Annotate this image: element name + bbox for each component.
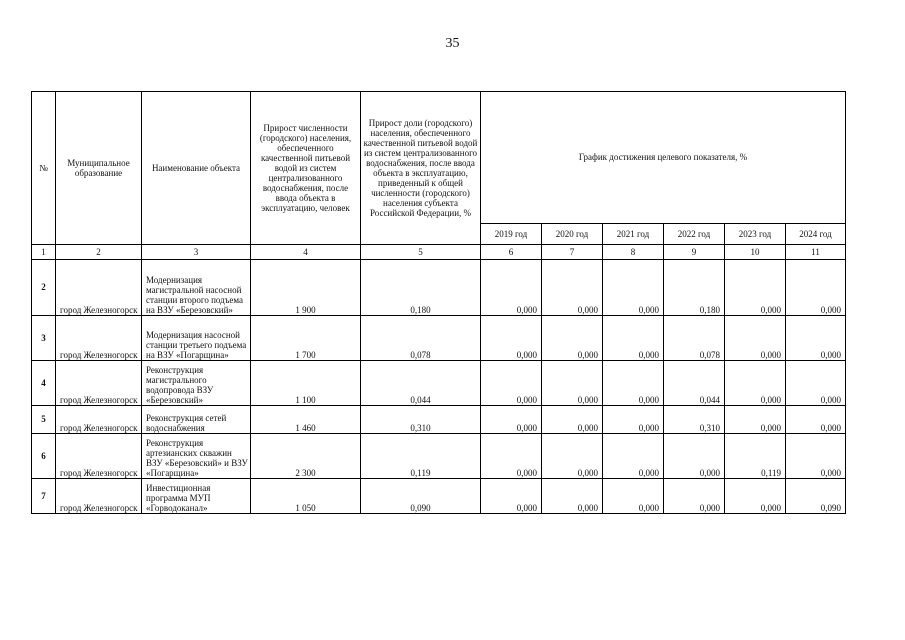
row-year-value: 0,000 — [664, 479, 725, 514]
row-year-value: 0,180 — [664, 260, 725, 316]
header-year: 2020 год — [542, 224, 603, 245]
row-population-growth: 2 300 — [251, 434, 361, 479]
row-number: 2 — [32, 260, 56, 316]
row-number: 5 — [32, 406, 56, 434]
row-year-value: 0,000 — [725, 260, 786, 316]
row-object-name: Модернизация магистральной насосной станции второго подъема на ВЗУ «Березовский» — [142, 260, 251, 316]
table-row — [32, 361, 846, 406]
column-number: 9 — [664, 245, 725, 260]
column-number: 5 — [361, 245, 481, 260]
row-year-value: 0,000 — [481, 479, 542, 514]
row-population-growth: 1 700 — [251, 316, 361, 361]
row-number: 3 — [32, 316, 56, 361]
row-object-name: Реконструкция магистрального водопровода ВЗУ «Березовский» — [142, 361, 251, 406]
row-object-name: Реконструкция артезианских скважин ВЗУ «Березовский» и ВЗУ «Погарщина» — [142, 434, 251, 479]
header-year: 2019 год — [481, 224, 542, 245]
row-municipality: город Железногорск — [56, 260, 142, 316]
header-municipality: Муниципальное образование — [56, 92, 142, 245]
row-year-value: 0,000 — [603, 316, 664, 361]
row-share-growth: 0,090 — [361, 479, 481, 514]
row-year-value: 0,000 — [725, 316, 786, 361]
row-year-value: 0,000 — [481, 434, 542, 479]
row-object-name: Модернизация насосной станции третьего подъема на ВЗУ «Погарщина» — [142, 316, 251, 361]
row-share-growth: 0,078 — [361, 316, 481, 361]
row-object-name: Реконструкция сетей водоснабжения — [142, 406, 251, 434]
row-population-growth: 1 100 — [251, 361, 361, 406]
table-row — [32, 406, 846, 434]
row-municipality: город Железногорск — [56, 361, 142, 406]
row-year-value: 0,000 — [603, 406, 664, 434]
row-population-growth: 1 050 — [251, 479, 361, 514]
row-share-growth: 0,044 — [361, 361, 481, 406]
row-year-value: 0,000 — [481, 406, 542, 434]
row-object-name: Инвестиционная программа МУП «Горводоканал» — [142, 479, 251, 514]
row-year-value: 0,000 — [481, 316, 542, 361]
row-year-value: 0,000 — [725, 361, 786, 406]
header-year: 2022 год — [664, 224, 725, 245]
header-share-growth: Прирост доли (городского) населения, обеспеченного качественной питьевой водой из систем централизованного водоснабжения, после ввода объекта в эксплуатацию, приведенный к общей численности (городского) населения субъекта Российской Федерации, % — [361, 92, 481, 245]
row-municipality: город Железногорск — [56, 316, 142, 361]
row-year-value: 0,044 — [664, 361, 725, 406]
row-year-value: 0,000 — [786, 361, 846, 406]
row-share-growth: 0,310 — [361, 406, 481, 434]
row-year-value: 0,078 — [664, 316, 725, 361]
header-schedule: График достижения целевого показателя, % — [481, 92, 846, 224]
row-year-value: 0,000 — [786, 406, 846, 434]
row-year-value: 0,000 — [725, 406, 786, 434]
column-number: 6 — [481, 245, 542, 260]
column-number: 2 — [56, 245, 142, 260]
row-year-value: 0,000 — [481, 361, 542, 406]
row-year-value: 0,000 — [542, 361, 603, 406]
header-num: № — [32, 92, 56, 245]
row-year-value: 0,000 — [542, 479, 603, 514]
header-year: 2023 год — [725, 224, 786, 245]
row-year-value: 0,000 — [725, 479, 786, 514]
row-year-value: 0,000 — [603, 479, 664, 514]
header-object: Наименование объекта — [142, 92, 251, 245]
column-number: 1 — [32, 245, 56, 260]
header-year: 2021 год — [603, 224, 664, 245]
row-year-value: 0,090 — [786, 479, 846, 514]
column-number: 10 — [725, 245, 786, 260]
row-year-value: 0,119 — [725, 434, 786, 479]
header-row — [32, 92, 846, 224]
row-year-value: 0,000 — [786, 434, 846, 479]
page-number: 35 — [445, 36, 460, 51]
table-row — [32, 434, 846, 479]
row-year-value: 0,000 — [603, 361, 664, 406]
row-municipality: город Железногорск — [56, 434, 142, 479]
row-year-value: 0,000 — [603, 260, 664, 316]
table-row — [32, 479, 846, 514]
row-year-value: 0,000 — [542, 260, 603, 316]
row-year-value: 0,000 — [603, 434, 664, 479]
row-year-value: 0,310 — [664, 406, 725, 434]
column-number: 7 — [542, 245, 603, 260]
header-year: 2024 год — [786, 224, 846, 245]
row-municipality: город Железногорск — [56, 479, 142, 514]
table-row — [32, 260, 846, 316]
row-year-value: 0,000 — [786, 316, 846, 361]
row-number: 6 — [32, 434, 56, 479]
column-numbers-row — [32, 245, 846, 260]
row-population-growth: 1 900 — [251, 260, 361, 316]
row-year-value: 0,000 — [542, 406, 603, 434]
row-number: 7 — [32, 479, 56, 514]
row-year-value: 0,000 — [664, 434, 725, 479]
row-year-value: 0,000 — [786, 260, 846, 316]
row-population-growth: 1 460 — [251, 406, 361, 434]
header-population-growth: Прирост численности (городского) населения, обеспеченного качественной питьевой водой из систем централизованного водоснабжения, после ввода объекта в эксплуатацию, человек — [251, 92, 361, 245]
row-number: 4 — [32, 361, 56, 406]
row-year-value: 0,000 — [542, 316, 603, 361]
row-municipality: город Железногорск — [56, 406, 142, 434]
column-number: 4 — [251, 245, 361, 260]
row-year-value: 0,000 — [542, 434, 603, 479]
row-share-growth: 0,180 — [361, 260, 481, 316]
table-row — [32, 316, 846, 361]
row-share-growth: 0,119 — [361, 434, 481, 479]
column-number: 11 — [786, 245, 846, 260]
column-number: 3 — [142, 245, 251, 260]
column-number: 8 — [603, 245, 664, 260]
target-indicator-table — [31, 91, 846, 514]
row-year-value: 0,000 — [481, 260, 542, 316]
